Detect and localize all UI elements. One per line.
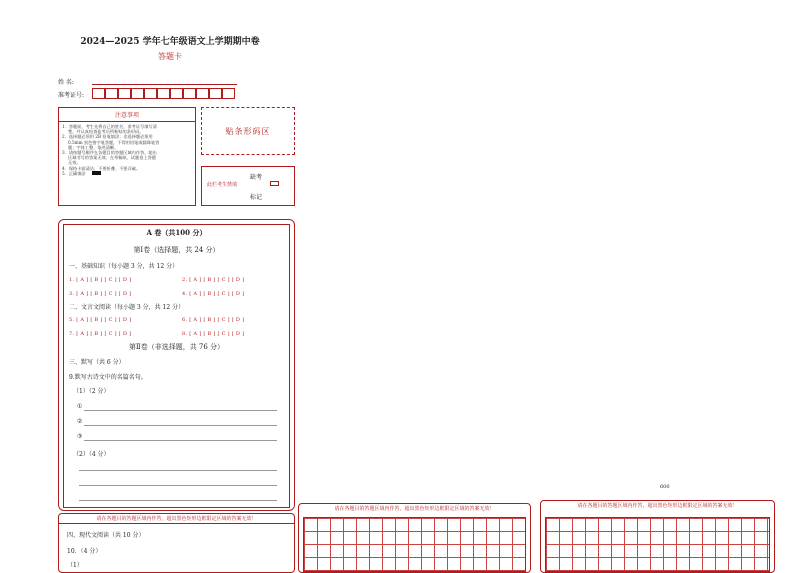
notes-title: 注意事项: [114, 112, 139, 119]
notes-box: [58, 107, 196, 206]
exam-title: 2024—2025 学年七年级语文上学期期中卷: [80, 37, 260, 47]
essay-grid[interactable]: [303, 517, 526, 572]
choice-number: 5.: [69, 317, 75, 323]
choice-options[interactable]: [ A ] [ B ] [ C ] [ D ]: [76, 331, 132, 337]
id-digit-box[interactable]: [170, 88, 183, 99]
choice-options[interactable]: [ A ] [ B ] [ C ] [ D ]: [189, 277, 245, 283]
notes-line: 区域书写的答案无效；在草稿纸、试题卷上答题: [68, 155, 156, 161]
id-digit-box[interactable]: [209, 88, 222, 99]
id-digit-box[interactable]: [157, 88, 170, 99]
choice-row[interactable]: [69, 331, 131, 337]
sub-question-2: （2）（4 分）: [73, 451, 110, 458]
filled-mark-icon: [92, 171, 101, 175]
barcode-area: [201, 107, 295, 155]
choice-number: 8.: [182, 331, 188, 337]
choice-options[interactable]: [ A ] [ B ] [ C ] [ D ]: [76, 317, 132, 323]
id-digit-box[interactable]: [222, 88, 235, 99]
id-digit-box[interactable]: [144, 88, 157, 99]
answer-area-banner: 请在各题目的答题区域内作答，超出黑色矩形边框限定区域的答案无效！: [577, 503, 738, 509]
id-digit-box[interactable]: [196, 88, 209, 99]
choice-number: 2.: [182, 277, 188, 283]
id-digit-box[interactable]: [92, 88, 105, 99]
choice-number: 1.: [69, 277, 75, 283]
q2-heading: 二、文言文阅读（每小题 3 分，共 12 分）: [69, 304, 185, 311]
blank-marker: ①: [77, 403, 83, 410]
choice-number: 3.: [69, 291, 75, 297]
choice-options[interactable]: [ A ] [ B ] [ C ] [ D ]: [76, 277, 132, 283]
choice-options[interactable]: [ A ] [ B ] [ C ] [ D ]: [189, 291, 245, 297]
notes-line: 0.5mm 黑色签字笔答题，不得用铅笔或圆珠笔答: [68, 139, 160, 145]
exam-subtitle: 答题卡: [158, 52, 182, 61]
answer-line[interactable]: [79, 500, 277, 501]
id-digit-box[interactable]: [131, 88, 144, 99]
choice-number: 6.: [182, 317, 188, 323]
id-digit-box[interactable]: [105, 88, 118, 99]
id-label: 准考证号:: [58, 92, 85, 99]
sub-question-1: （1）（2 分）: [73, 388, 110, 395]
notes-line: [62, 171, 192, 176]
choice-options[interactable]: [ A ] [ B ] [ C ] [ D ]: [189, 317, 245, 323]
part-a-title: A 卷（共100 分）: [146, 228, 207, 237]
blank-marker: ②: [77, 418, 83, 425]
name-line[interactable]: [92, 84, 237, 85]
notes-line: 楚，并认真检查监考员所粘贴的条形码。: [68, 129, 144, 135]
answer-line[interactable]: [79, 470, 277, 471]
absent-box: [201, 166, 295, 206]
essay-grid[interactable]: [545, 517, 770, 572]
part-b-box: [58, 513, 295, 573]
barcode-label: 贴条形码区: [225, 126, 271, 136]
q1-heading: 一、基础知识（每小题 3 分，共 12 分）: [69, 263, 179, 270]
choice-row[interactable]: [69, 291, 131, 297]
vol2-title: 第Ⅱ卷（非选择题，共 76 分）: [128, 343, 225, 351]
id-digit-box[interactable]: [183, 88, 196, 99]
q10-sub-label: （1）: [67, 562, 83, 569]
choice-row[interactable]: [182, 317, 244, 323]
choice-row[interactable]: [182, 291, 244, 297]
notes-list: [59, 121, 195, 178]
choice-row[interactable]: [69, 277, 131, 283]
notes-line: 2．选择题必须用 2B 铅笔填涂；非选择题必须用: [62, 134, 153, 140]
essay-panel-right: [540, 500, 775, 573]
absent-checkbox[interactable]: [270, 181, 279, 186]
choice-options[interactable]: [ A ] [ B ] [ C ] [ D ]: [76, 291, 132, 297]
q4-heading: 四、现代文阅读（共 10 分）: [67, 532, 145, 539]
absent-marker-text: 此栏考生禁填: [207, 182, 238, 188]
choice-row[interactable]: [69, 317, 131, 323]
answer-line[interactable]: [79, 485, 277, 486]
answer-line[interactable]: [84, 425, 277, 426]
choice-options[interactable]: [ A ] [ B ] [ C ] [ D ]: [189, 331, 245, 337]
notes-line: 1．答题前，考生先将自己的姓名，准考证号填写清: [62, 124, 157, 129]
q10-label: 10．（4 分）: [67, 548, 102, 555]
answer-area-banner: 请在各题目的答题区域内作答，超出黑色矩形边框限定区域的答案无效！: [59, 515, 294, 524]
q3-heading: 三、默写（共 6 分）: [69, 359, 125, 366]
correct-fill-label: 5．正确填涂: [62, 170, 86, 176]
absent-label-1: 缺考: [250, 174, 263, 181]
absent-label-2: 标记: [250, 194, 263, 201]
notes-line: 无效。: [68, 160, 81, 166]
choice-row[interactable]: [182, 331, 244, 337]
name-label: 姓 名:: [58, 79, 74, 86]
notes-line: 4．保持卡面清洁，不要折叠、不要弄破。: [62, 165, 141, 171]
answer-area-banner: 请在各题目的答题区域内作答，超出黑色矩形边框限定区域的答案无效！: [334, 506, 495, 512]
essay-panel-middle: [298, 503, 531, 573]
part-a-box: [63, 224, 290, 508]
answer-line[interactable]: [84, 410, 277, 411]
word-count-label: 600: [660, 484, 670, 490]
choice-number: 7.: [69, 331, 75, 337]
id-digit-box[interactable]: [118, 88, 131, 99]
blank-marker: ③: [77, 433, 83, 440]
notes-line: 题；字体工整、笔迹清晰。: [68, 144, 119, 150]
answer-line[interactable]: [84, 440, 277, 441]
choice-number: 4.: [182, 291, 188, 297]
choice-row[interactable]: [182, 277, 244, 283]
vol1-title: 第Ⅰ卷（选择题，共 24 分）: [133, 246, 220, 254]
notes-line: 3．请按题号顺序在各题目的答题区域内作答，超出: [62, 150, 157, 156]
q9-text: 9.默写古诗文中的名篇名句。: [69, 374, 147, 381]
